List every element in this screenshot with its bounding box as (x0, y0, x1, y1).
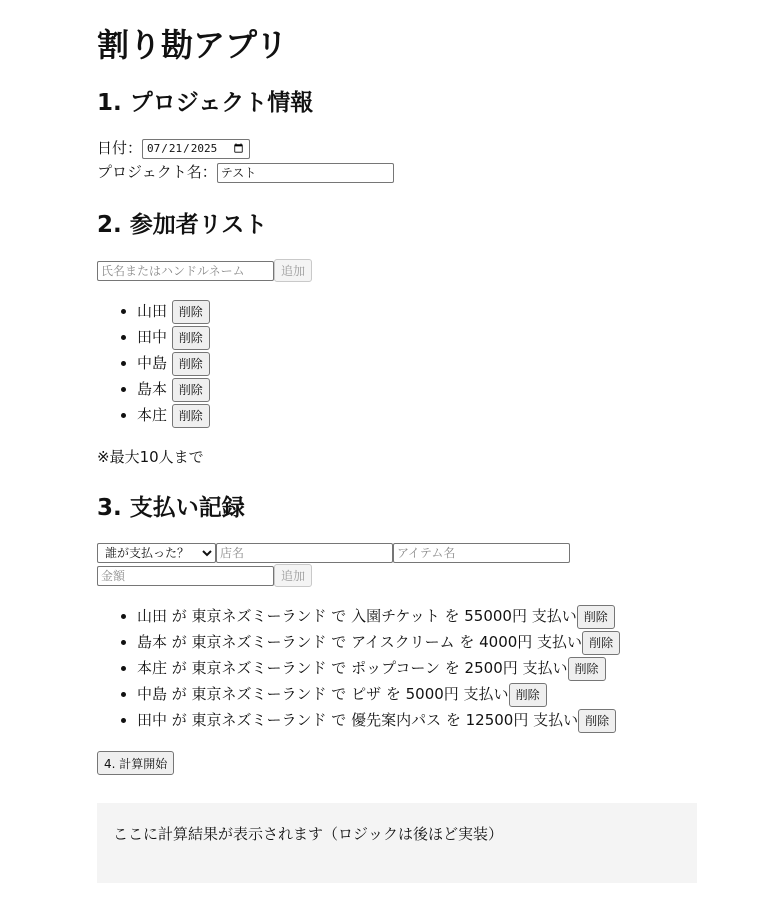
delete-payment-button[interactable]: 削除 (568, 657, 606, 681)
payment-record (137, 603, 697, 629)
payment-amount-row (97, 563, 697, 587)
participant-name: 山田 (137, 302, 168, 320)
participant-item (137, 402, 697, 428)
participant-limit-note: ※最大10人まで (97, 448, 204, 466)
project-name-input[interactable] (217, 163, 394, 183)
item-input[interactable] (393, 543, 570, 563)
delete-participant-button[interactable]: 削除 (172, 352, 210, 376)
result-panel (97, 803, 697, 883)
payment-record-text: 島本 が 東京ネズミーランド で アイスクリーム を 4000円 支払い (137, 633, 583, 651)
payments-heading: 3. 支払い記録 (97, 495, 245, 521)
payment-record (137, 629, 697, 655)
payment-record-text: 中島 が 東京ネズミーランド で ピザ を 5000円 支払い (137, 685, 509, 703)
payment-record-text: 田中 が 東京ネズミーランド で 優先案内パス を 12500円 支払い (137, 711, 579, 729)
participant-item (137, 376, 697, 402)
delete-participant-button[interactable]: 削除 (172, 300, 210, 324)
project-name-label: プロジェクト名： (97, 163, 217, 181)
calculate-button[interactable]: 4. 計算開始 (97, 751, 174, 775)
participant-input-row (97, 258, 697, 282)
calculate-row (97, 751, 697, 775)
payer-select[interactable] (97, 543, 216, 563)
add-participant-button[interactable]: 追加 (274, 259, 312, 282)
participant-name: 中島 (137, 354, 168, 372)
payment-record (137, 707, 697, 733)
participant-name: 田中 (137, 328, 168, 346)
delete-participant-button[interactable]: 削除 (172, 326, 210, 350)
delete-payment-button[interactable]: 削除 (582, 631, 620, 655)
participant-item (137, 324, 697, 350)
result-text: ここに計算結果が表示されます（ロジックは後ほど実装） (113, 825, 504, 843)
delete-payment-button[interactable]: 削除 (578, 709, 616, 733)
store-input[interactable] (216, 543, 393, 563)
date-label: 日付： (97, 139, 143, 157)
app-root (97, 0, 697, 843)
payment-record-text: 山田 が 東京ネズミーランド で 入園チケット を 55000円 支払い (137, 607, 577, 625)
delete-payment-button[interactable]: 削除 (577, 605, 615, 629)
page-title: 割り勘アプリ (97, 26, 288, 64)
delete-participant-button[interactable]: 削除 (172, 378, 210, 402)
payment-record (137, 681, 697, 707)
participant-list (97, 298, 697, 428)
payment-record (137, 655, 697, 681)
payment-record-text: 本庄 が 東京ネズミーランド で ポップコーン を 2500円 支払い (137, 659, 568, 677)
payment-input-row (97, 541, 697, 563)
participant-name: 本庄 (137, 406, 168, 424)
participant-name: 島本 (137, 380, 168, 398)
amount-input[interactable] (97, 566, 274, 586)
participants-heading: 2. 参加者リスト (97, 212, 268, 238)
date-input[interactable] (142, 139, 250, 159)
project-heading: 1. プロジェクト情報 (97, 90, 314, 116)
delete-payment-button[interactable]: 削除 (509, 683, 547, 707)
payment-list (97, 603, 697, 733)
date-row (97, 136, 697, 160)
participant-name-input[interactable] (97, 261, 274, 281)
delete-participant-button[interactable]: 削除 (172, 404, 210, 428)
add-payment-button[interactable]: 追加 (274, 564, 312, 587)
participant-item (137, 298, 697, 324)
project-name-row (97, 160, 697, 184)
participant-item (137, 350, 697, 376)
